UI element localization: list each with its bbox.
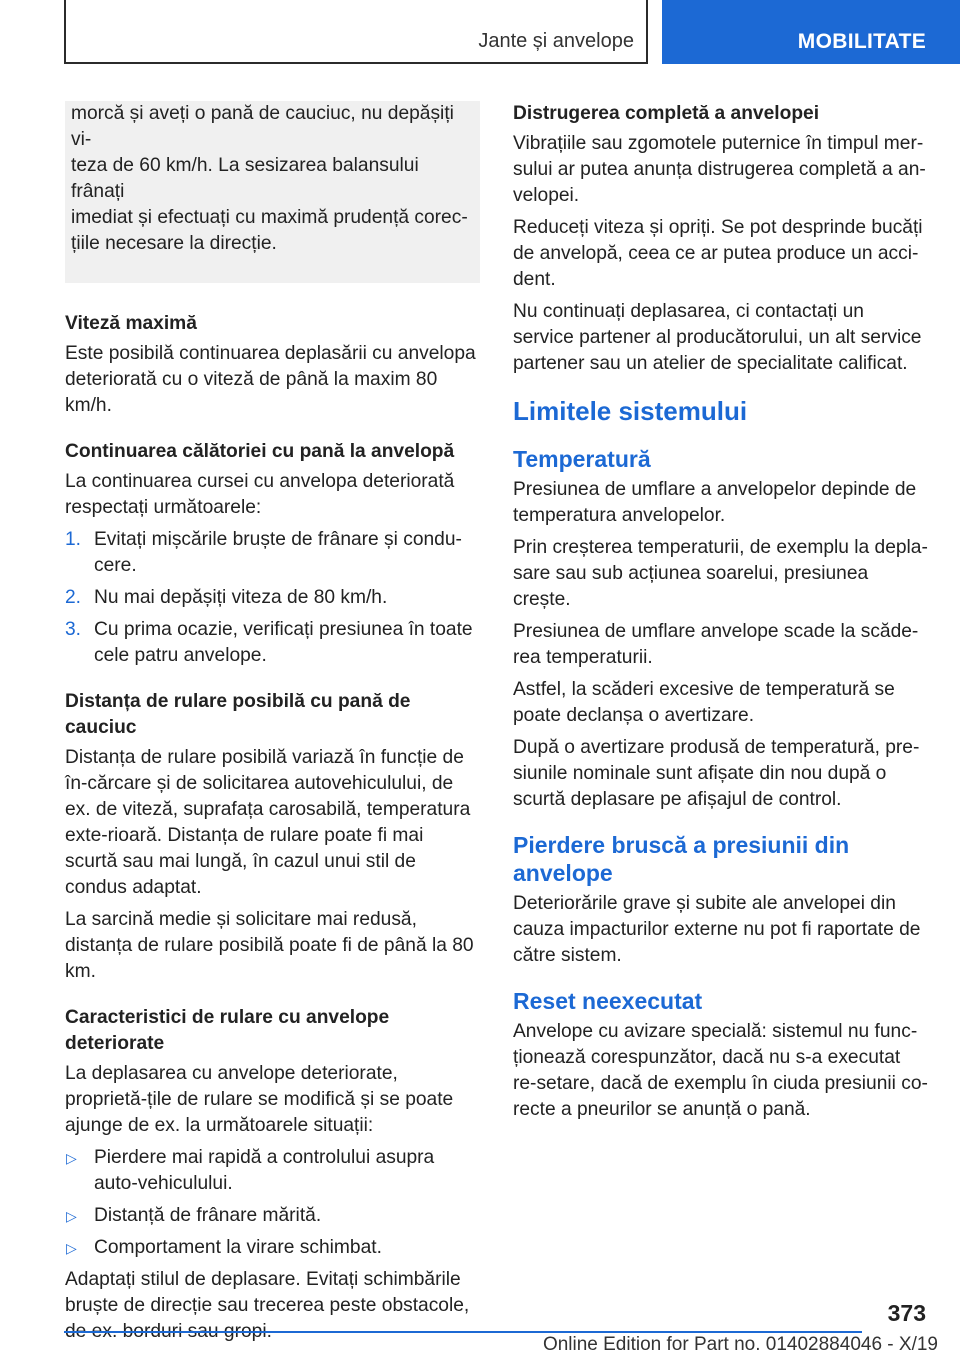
step-text: Cu prima ocazie, verificați presiunea în toate cele patru anvelope.	[94, 619, 473, 666]
bullet-text: Distanță de frânare mărită.	[94, 1205, 322, 1226]
adapt-text: Adaptați stilul de deplasare. Evitați schimbările bruște de direcție sau trecerea peste obstacole, de ex. borduri sau gropi.	[65, 1269, 470, 1342]
step-text: Evitați mișcările bruște de frânare și condu-cere.	[94, 529, 462, 576]
temperature-text: Presiunea de umflare anvelope scade la scăde-rea temperaturii.	[513, 621, 919, 668]
right-column	[513, 101, 928, 1129]
speed-text: Este posibilă continuarea deplasării cu anvelopa deteriorată cu o viteză de până la maxim 80 km/h.	[65, 343, 476, 416]
bullet-text: Comportament la virare schimbat.	[94, 1237, 382, 1258]
reset-heading: Reset neexecutat	[513, 988, 703, 1014]
list-item	[65, 1235, 480, 1261]
pressure-loss-heading: Pierdere bruscă a presiunii din anvelope	[513, 832, 850, 886]
list-item	[65, 617, 480, 669]
continue-text: La continuarea cursei cu anvelopa deteriorată respectați următoarele:	[65, 471, 455, 518]
destroy-heading: Distrugerea completă a anvelopei	[513, 103, 820, 124]
distance-text: La sarcină medie și solicitare mai redusă, distanța de rulare posibilă poate fi de până la 80 km.	[65, 909, 474, 982]
section-label: MOBILITATE	[797, 30, 926, 53]
destroy-text: Nu continuați deplasarea, ci contactați un service partener al producătorului, un alt service partener sau un atelier de specialitate calificat.	[513, 301, 922, 374]
limits-heading: Limitele sistemului	[513, 396, 748, 426]
speed-heading: Viteză maximă	[65, 313, 197, 334]
note-line: morcă și aveți o pană de cauciuc, nu depășiți vi-	[71, 103, 454, 150]
list-item	[65, 1203, 480, 1229]
continue-heading: Continuarea călătoriei cu pană la anvelopă	[65, 441, 455, 462]
step-number: 1.	[65, 529, 82, 550]
temperature-text: Astfel, la scăderi excesive de temperatură se poate declanșa o avertizare.	[513, 679, 895, 726]
footer-divider	[64, 1331, 862, 1333]
temperature-heading: Temperatură	[513, 446, 651, 472]
distance-heading: Distanța de rulare posibilă cu pană de cauciuc	[65, 691, 411, 738]
note-box	[65, 101, 480, 283]
temperature-text: Prin creșterea temperaturii, de exemplu la depla-sare sau sub acțiunea soarelui, presiunea crește.	[513, 537, 928, 610]
destroy-text: Vibrațiile sau zgomotele puternice în timpul mer-sului ar putea anunța distrugerea completă a an-velopei.	[513, 133, 926, 206]
note-line: țiile necesare la direcție.	[71, 233, 277, 254]
step-number: 3.	[65, 619, 82, 640]
triangle-bullet-icon: ▷	[66, 1240, 77, 1256]
steps-list	[65, 527, 480, 669]
triangle-bullet-icon: ▷	[66, 1208, 77, 1224]
bullet-text: Pierdere mai rapidă a controlului asupra auto-vehiculului.	[94, 1147, 435, 1194]
reset-text: Anvelope cu avizare specială: sistemul nu func-ționează corespunzător, dacă nu s-a executat re-setare, dacă de exemplu în ciuda presiunii co-recte a pneurilor se anunță o pană.	[513, 1021, 928, 1120]
destroy-text: Reduceți viteza și opriți. Se pot desprinde bucăți de anvelopă, ceea ce ar putea produce un acci-dent.	[513, 217, 923, 290]
triangle-bullet-icon: ▷	[66, 1150, 77, 1166]
characteristics-heading: Caracteristici de rulare cu anvelope deteriorate	[65, 1007, 390, 1054]
step-number: 2.	[65, 587, 82, 608]
bullet-list	[65, 1145, 480, 1261]
temperature-text: După o avertizare produsă de temperatură, pre-siunile nominale sunt afișate din nou după o scurtă deplasare pe afișajul de control.	[513, 737, 920, 810]
header-chapter-box	[64, 0, 648, 64]
step-text: Nu mai depășiți viteza de 80 km/h.	[94, 587, 388, 608]
temperature-text: Presiunea de umflare a anvelopelor depinde de temperatura anvelopelor.	[513, 479, 917, 526]
left-column	[65, 101, 480, 1351]
list-item	[65, 1145, 480, 1197]
edition-text: Online Edition for Part no. 01402884046 - X/19	[542, 1334, 938, 1355]
list-item	[65, 585, 480, 611]
chapter-title: Jante și anvelope	[478, 30, 634, 52]
characteristics-text: La deplasarea cu anvelope deteriorate, proprietă-țile de rulare se modifică și se poate ajunge de ex. la următoarele situații:	[65, 1063, 454, 1136]
pressure-loss-text: Deteriorările grave și subite ale anvelopei din cauza impacturilor externe nu pot fi raportate de către sistem.	[513, 893, 921, 966]
note-line: imediat și efectuați cu maximă prudență corec-	[71, 207, 468, 228]
page-number: 373	[887, 1300, 926, 1326]
list-item	[65, 527, 480, 579]
header-section-tab[interactable]	[662, 0, 960, 64]
distance-text: Distanța de rulare posibilă variază în funcție de în-cărcare și de solicitarea autovehiculului, de ex. de viteză, suprafața carosabilă, temperatura exte-rioară. Distanța de rulare poate fi mai scurtă sau mai lungă, în cazul unui stil de condus adaptat.	[65, 747, 471, 898]
note-line: teza de 60 km/h. La sesizarea balansului frânați	[71, 155, 419, 202]
